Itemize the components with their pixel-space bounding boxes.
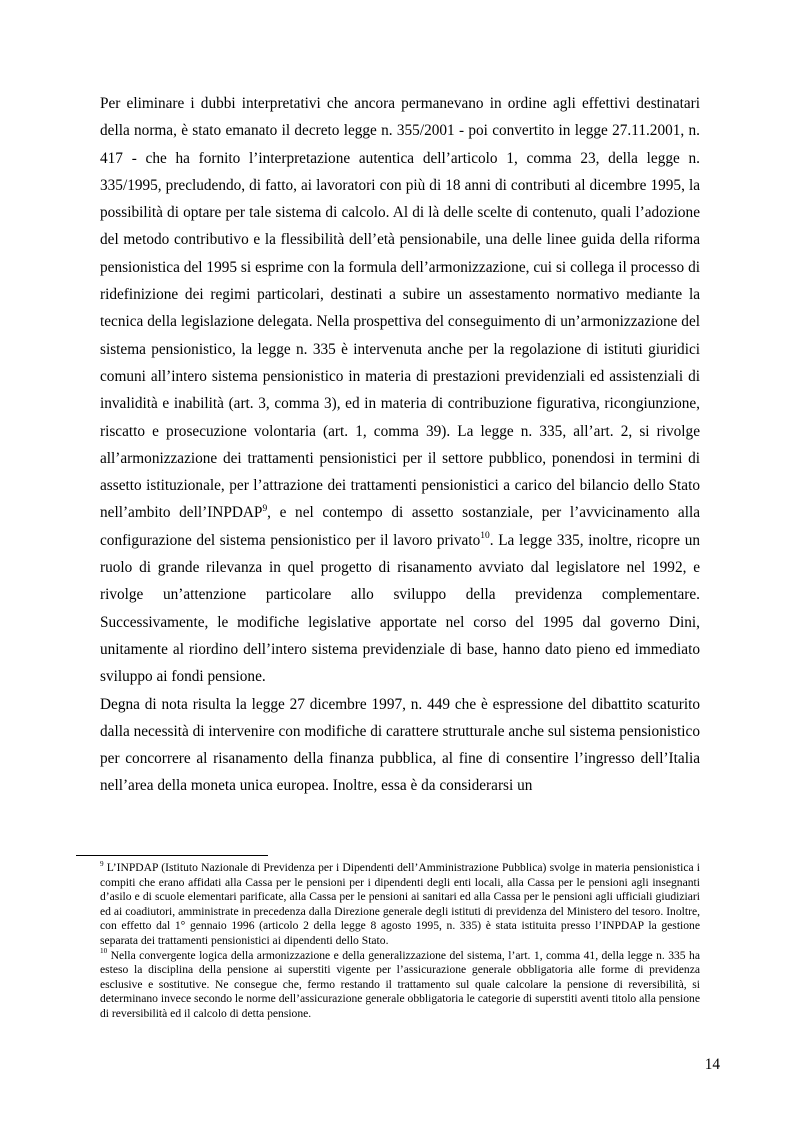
body-text [100, 90, 700, 800]
footnote-9-text: L’INPDAP (Istituto Nazionale di Previdenza per i Dipendenti dell’Amministrazione Pubblica) svolge in materia pensionistica i compiti che erano affidati alla Cassa per le pensioni per i dipendenti degli enti locali, alla Cassa per le pensioni agli insegnanti d’asilo e di scuole elementari parificate, alla Cassa per le pensioni ai sanitari ed alla Cassa per le pensioni agli ufficiali giudiziari ed ai coadiutori, amministrate in precedenza dalla Direzione generale degli istituti di previdenza del Ministero del tesoro. Inoltre, con effetto dal 1° gennaio 1996 (articolo 2 della legge 8 agosto 1995, n. 335) è stata istituita presso l’INPDAP la gestione separata dei trattamenti pensionistici ai dipendenti dello Stato. [100, 861, 700, 947]
paragraph-1 [100, 90, 700, 691]
footnotes [100, 861, 700, 1022]
paragraph-1-text-b: , e nel contempo di assetto sostanziale, per l’avvicinamento alla configurazione del sistema pensionistico per il lavoro privato [100, 504, 700, 549]
footnote-ref-10[interactable]: 10 [480, 531, 490, 542]
footnote-9-number: 9 [100, 859, 104, 868]
page-number: 14 [704, 1056, 720, 1073]
footnote-10 [100, 949, 700, 1022]
footnote-10-number: 10 [100, 947, 108, 956]
footnote-9 [100, 861, 700, 949]
footnote-10-text: Nella convergente logica della armonizzazione e della generalizzazione del sistema, l’art. 1, comma 41, della legge n. 335 ha esteso la disciplina della pensione ai superstiti vigente per l’assicurazione generale obbligatoria alle forme di previdenza esclusive e sostitutive. Ne consegue che, fermo restando il trattamento sul quale calcolare la pensione di reversibilità, si determinano invece secondo le norme dell’assicurazione generale obbligatoria le categorie di superstiti aventi titolo alla pensione di reversibilità ed il calcolo di detta pensione. [100, 948, 700, 1020]
paragraph-1-text-c: . La legge 335, inoltre, ricopre un ruolo di grande rilevanza in quel progetto di risanamento avviato dal legislatore nel 1992, e rivolge un’attenzione particolare allo sviluppo della previdenza complementare. Successivamente, le modifiche legislative apportate nel corso del 1995 dal governo Dini, unitamente al riordino dell’intero sistema previdenziale di base, hanno dato pieno ed immediato sviluppo ai fondi pensione. [100, 531, 700, 686]
paragraph-1-text-a: Per eliminare i dubbi interpretativi che ancora permanevano in ordine agli effettivi destinatari della norma, è stato emanato il decreto legge n. 355/2001 - poi convertito in legge 27.11.2001, n. 417 - che ha fornito l’interpretazione autentica dell’articolo 1, comma 23, della legge n. 335/1995, precludendo, di fatto, ai lavoratori con più di 18 anni di contributi al dicembre 1995, la possibilità di optare per tale sistema di calcolo. Al di là delle scelte di contenuto, quali l’adozione del metodo contributivo e la flessibilità dell’età pensionabile, una delle linee guida della riforma pensionistica del 1995 si esprime con la formula dell’armonizzazione, cui si collega il processo di ridefinizione dei regimi particolari, destinati a subire un assestamento normativo mediante la tecnica della legislazione delegata. Nella prospettiva del conseguimento di un’armonizzazione del sistema pensionistico, la legge n. 335 è intervenuta anche per la regolazione di istituti giuridici comuni all’intero sistema pensionistico in materia di prestazioni previdenziali ed assistenziali di invalidità e inabilità (art. 3, comma 3), ed in materia di contribuzione figurativa, ricongiunzione, riscatto e prosecuzione volontaria (art. 1, comma 39). La legge n. 335, all’art. 2, si rivolge all’armonizzazione dei trattamenti pensionistici per il settore pubblico, ponendosi in termini di assetto istituzionale, per l’attrazione dei trattamenti pensionistici a carico del bilancio dello Stato nell’ambito dell’INPDAP [100, 95, 700, 522]
footnote-ref-9[interactable]: 9 [262, 503, 268, 514]
paragraph-2: Degna di nota risulta la legge 27 dicembre 1997, n. 449 che è espressione del dibattito scaturito dalla necessità di intervenire con modifiche di carattere strutturale anche sul sistema pensionistico per concorrere al risanamento della finanza pubblica, al fine di consentire l’ingresso dell’Italia nell’area della moneta unica europea. Inoltre, essa è da considerarsi un [100, 695, 700, 795]
footnote-separator [76, 855, 268, 856]
